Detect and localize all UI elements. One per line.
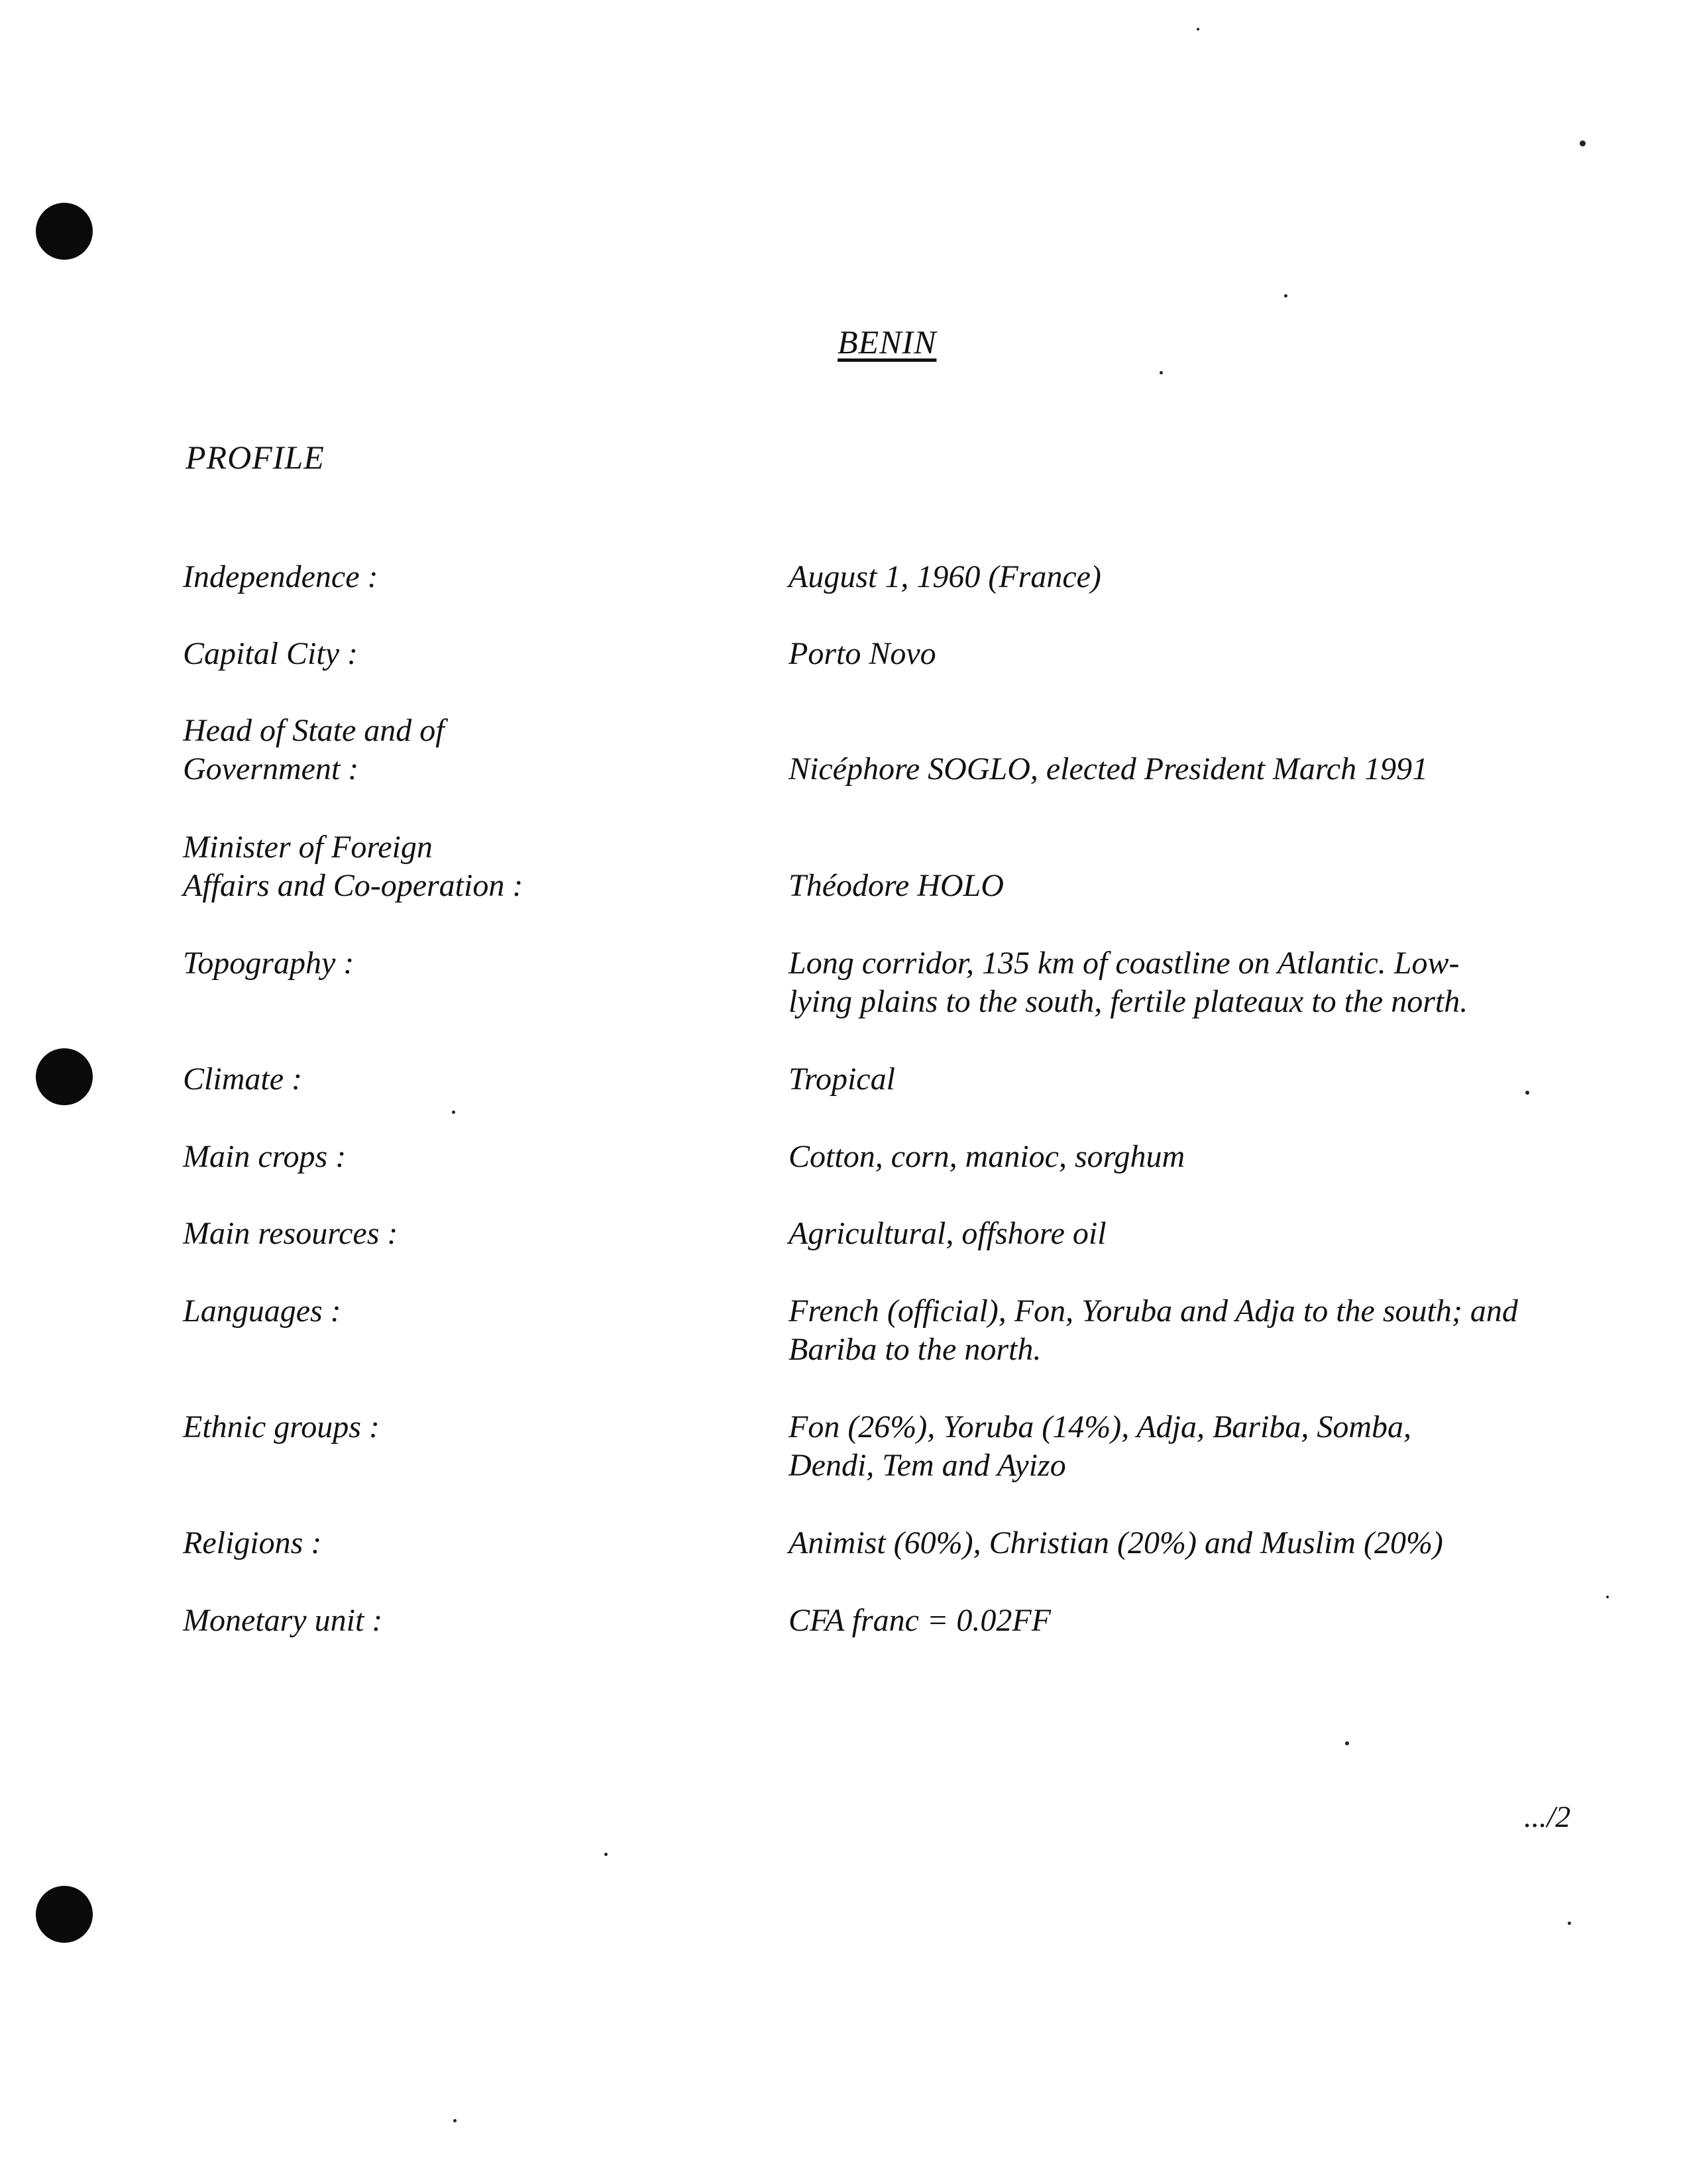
field-value: Théodore HOLO [789, 868, 1004, 903]
page-continuation: .../2 [1524, 1800, 1571, 1833]
field-value: CFA franc = 0.02FF [789, 1603, 1051, 1638]
field-label: Religions : [183, 1525, 322, 1560]
field-value: Animist (60%), Christian (20%) and Muslim (20%) [789, 1525, 1443, 1560]
section-heading: PROFILE [186, 439, 325, 476]
binder-hole-middle [36, 1048, 93, 1105]
binder-hole-top [36, 203, 93, 260]
field-label: Independence : [183, 559, 378, 594]
field-label: Capital City : [183, 636, 358, 671]
scan-speck [452, 1111, 455, 1114]
field-value: French (official), Fon, Yoruba and Adja to the south; and Bariba to the north. [789, 1293, 1518, 1367]
field-value: Tropical [789, 1062, 895, 1097]
field-value: Porto Novo [789, 636, 936, 671]
scan-speck [1568, 1922, 1571, 1925]
scan-speck [1284, 294, 1287, 298]
scan-speck [1580, 140, 1586, 146]
scan-speck [1160, 371, 1163, 374]
field-label: Monetary unit : [183, 1603, 383, 1638]
field-label: Minister of Foreign Affairs and Co-operation : [183, 830, 523, 903]
field-label: Topography : [183, 946, 354, 981]
field-label: Main crops : [183, 1139, 347, 1174]
field-label: Languages : [183, 1293, 341, 1329]
field-value: August 1, 1960 (France) [789, 559, 1101, 594]
scan-speck [1197, 28, 1199, 30]
field-value: Agricultural, offshore oil [789, 1216, 1107, 1251]
field-value: Nicéphore SOGLO, elected President March 1991 [789, 751, 1429, 787]
field-value: Fon (26%), Yoruba (14%), Adja, Bariba, Somba, Dendi, Tem and Ayizo [789, 1409, 1411, 1483]
scan-speck [453, 2119, 457, 2122]
field-label: Head of State and of Government : [183, 713, 445, 787]
scan-speck [1345, 1741, 1349, 1745]
field-label: Main resources : [183, 1216, 398, 1251]
field-value: Cotton, corn, manioc, sorghum [789, 1139, 1185, 1174]
field-value: Long corridor, 135 km of coastline on Atlantic. Low- lying plains to the south, fertile plateaux to the north. [789, 946, 1468, 1019]
field-label: Climate : [183, 1062, 302, 1097]
binder-hole-bottom [36, 1886, 93, 1943]
scan-speck [604, 1853, 608, 1856]
scan-speck [1606, 1596, 1609, 1598]
field-label: Ethnic groups : [183, 1409, 380, 1445]
document-title: BENIN [838, 323, 937, 360]
